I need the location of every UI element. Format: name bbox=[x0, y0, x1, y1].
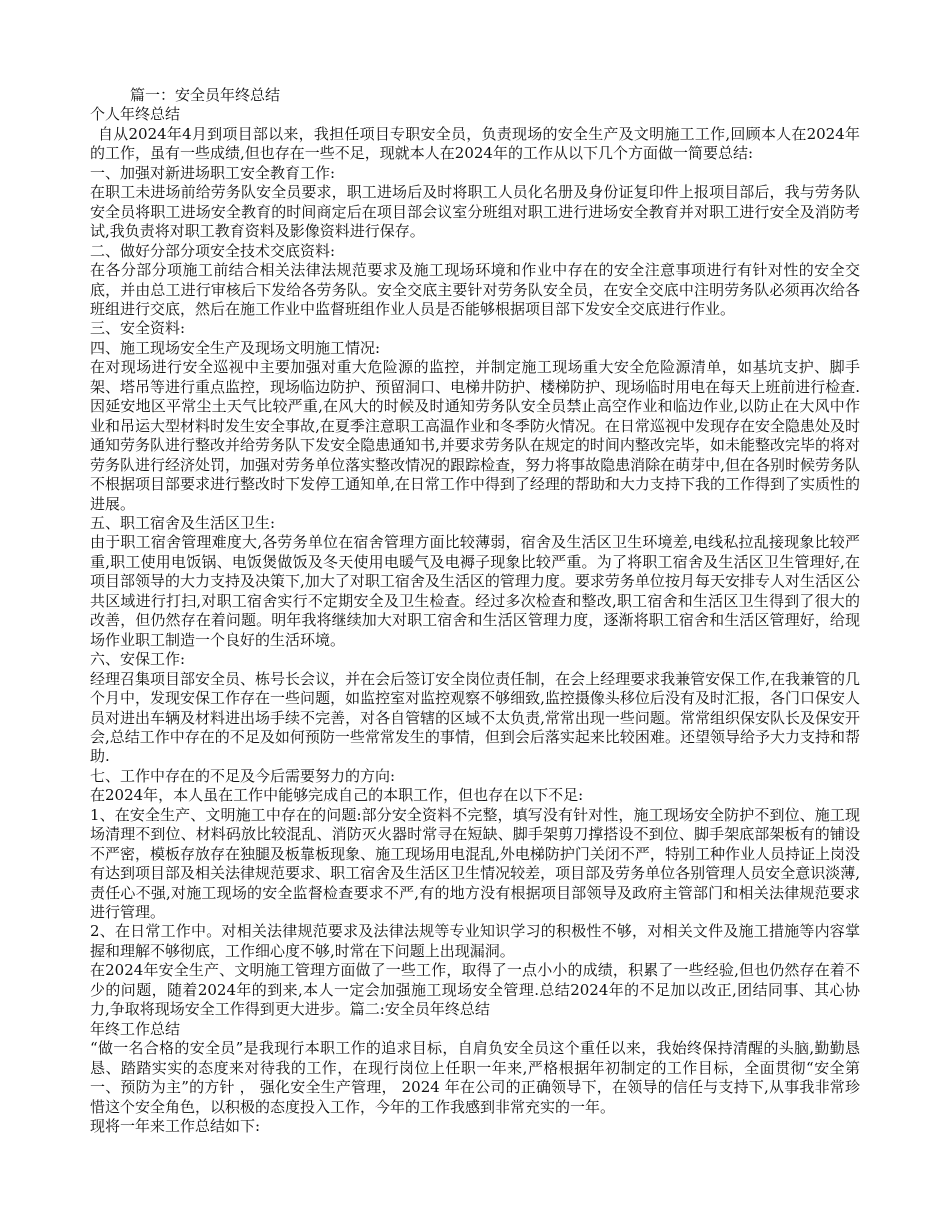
intro-paragraph: 自从2024年4月到项目部以来，我担任项目专职安全员，负责现场的安全生产及文明施工工作,回顾本人在2024年的工作，虽有一些成绩,但也存在一些不足，现就本人在2024年的工作从以下几个方面做一简要总结: bbox=[90, 124, 860, 163]
heading-2: 二、做好分部分项安全技术交底资料: bbox=[90, 241, 336, 260]
paragraph-9: 现将一年来工作总结如下: bbox=[90, 1117, 261, 1136]
heading-4: 四、施工现场安全生产及现场文明施工情况: bbox=[90, 338, 381, 357]
heading-1: 一、加强对新进场职工安全教育工作: bbox=[90, 163, 336, 182]
heading-5: 五、职工宿舍及生活区卫生: bbox=[90, 513, 276, 532]
section-heading: 个人年终总结 bbox=[90, 105, 181, 124]
paragraph-7d: 在2024年安全生产、文明施工管理方面做了一些工作，取得了一点小小的成绩，积累了一些经验,但也仍然存在着不少的问题，随着2024年的到来,本人一定会加强施工现场安全管理.总结2024年的不足加以改正,团结同事、其心协力,争取将现场安全工作得到更大进步。篇二:安全员年终总结 bbox=[90, 961, 860, 1019]
heading-7: 七、工作中存在的不足及今后需要努力的方向: bbox=[90, 766, 396, 785]
paragraph-1: 在职工未进场前给劳务队安全员要求，职工进场后及时将职工人员化名册及身份证复印件上报项目部后，我与劳务队安全员将职工进场安全教育的时间商定后在项目部会议室分班组对职工进行进场安全教育并对职工进行安全及消防考试,我负责将对职工教育资料及影像资料进行保存。 bbox=[90, 183, 860, 241]
heading-3: 三、安全资料: bbox=[90, 319, 186, 338]
paragraph-7a: 在2024年，本人虽在工作中能够完成自己的本职工作，但也存在以下不足: bbox=[90, 786, 584, 805]
section-heading-2: 年终工作总结 bbox=[90, 1019, 181, 1038]
paragraph-4: 在对现场进行安全巡视中主要加强对重大危险源的监控，并制定施工现场重大安全危险源清单，如基坑支护、脚手架、塔吊等进行重点监控，现场临边防护、预留洞口、电梯井防护、楼梯防护、现场临时用电在每天上班前进行检查.因延安地区平常尘土天气比较严重,在风大的时候及时通知劳务队安全员禁止高空作业和临边作业,以防止在大风中作业和吊运大型材料时发生安全事故,在夏季注意职工高温作业和冬季防火情况。在日常巡视中发现存在安全隐患处及时通知劳务队进行整改并给劳务队下发安全隐患通知书,并要求劳务队在规定的时间内整改完毕，如未能整改完毕的将对劳务队进行经济处罚，加强对劳务单位落实整改情况的跟踪检查，努力将事故隐患消除在萌芽中,但在各别时候劳务队不根据项目部要求进行整改时下发停工通知单,在日常工作中得到了经理的帮助和大力支持下我的工作得到了实质性的进展。 bbox=[90, 358, 860, 513]
document-title: 篇一：安全员年终总结 bbox=[130, 86, 281, 104]
paragraph-8: “做一名合格的安全员”是我现行本职工作的追求目标，自肩负安全员这个重任以来，我始终保持清醒的头脑,勤勤恳恳、踏踏实实的态度来对待我的工作，在现行岗位上任职一年来,严格根据年初制定的工作目标，全面贯彻“安全第一、预防为主”的方针 ， 强化安全生产管理， 2024 年在公司的正确领导下，在领导的信任与支持下,从事我非常珍惜这个安全角色，以积极的态度投入工作，今年的工作我感到非常充实的一年。 bbox=[90, 1039, 861, 1116]
paragraph-6: 经理召集项目部安全员、栋号长会议，并在会后签订安全岗位责任制，在会上经理要求我兼管安保工作,在我兼管的几个月中，发现安保工作存在一些问题，如监控室对监控观察不够细致,监控摄像头移位后没有及时汇报，各门口保安人员对进出车辆及材料进出场手续不完善，对各自管辖的区域不太负责,常常出现一些问题。常常组织保安队长及保安开会,总结工作中存在的不足及如何预防一些常常发生的事情，但到会后落实起来比较困难。还望领导给予大力支持和帮助. bbox=[90, 669, 860, 766]
paragraph-7c: 2、在日常工作中。对相关法律规范要求及法律法规等专业知识学习的积极性不够，对相关文件及施工措施等内容掌握和理解不够彻底，工作细心度不够,时常在下问题上出现漏洞。 bbox=[90, 922, 860, 960]
heading-6: 六、安保工作: bbox=[90, 650, 186, 669]
paragraph-5: 由于职工宿舍管理难度大,各劳务单位在宿舍管理方面比较薄弱，宿舍及生活区卫生环境差,电线私拉乱接现象比较严重,职工使用电饭锅、电饭煲做饭及冬天使用电暖气及电褥子现象比较严重。为了将职工宿舍及生活区卫生管理好,在项目部领导的大力支持及决策下,加大了对职工宿舍及生活区的管理力度。要求劳务单位按月每天安排专人对生活区公共区域进行打扫,对职工宿舍实行不定期安全及卫生检查。经过多次检查和整改,职工宿舍和生活区卫生得到了很大的改善，但仍然存在着问题。明年我将继续加大对职工宿舍和生活区管理力度，逐渐将职工宿舍和生活区管理好，给现场作业职工制造一个良好的生活环境。 bbox=[90, 533, 860, 649]
paragraph-2: 在各分部分项施工前结合相关法律法规范要求及施工现场环境和作业中存在的安全注意事项进行有针对性的安全交底，并由总工进行审核后下发给各劳务队。安全交底主要针对劳务队安全员，在安全交底中注明劳务队必须再次给各班组进行交底，然后在施工作业中监督班组作业人员是否能够根据项目部下发安全交底进行作业。 bbox=[90, 261, 860, 318]
paragraph-7b: 1、在安全生产、文明施工中存在的问题:部分安全资料不完整，填写没有针对性，施工现场安全防护不到位、施工现场清理不到位、材料码放比较混乱、消防灭火器时常寻在短缺、脚手架剪刀撑搭设不到位、脚手架底部架板有的铺设不严密，模板存放存在独腿及板靠板现象、施工现场用电混乱,外电梯防护门关闭不严，特别工种作业人员持证上岗没有达到项目部及相关法律规范要求、职工宿舍及生活区卫生情况较差，项目部及劳务单位各别管理人员安全意识淡薄,责任心不强,对施工现场的安全监督检查要求不严,有的地方没有根据项目部领导及政府主管部门和相关法律规范要求进行管理。 bbox=[90, 805, 860, 922]
